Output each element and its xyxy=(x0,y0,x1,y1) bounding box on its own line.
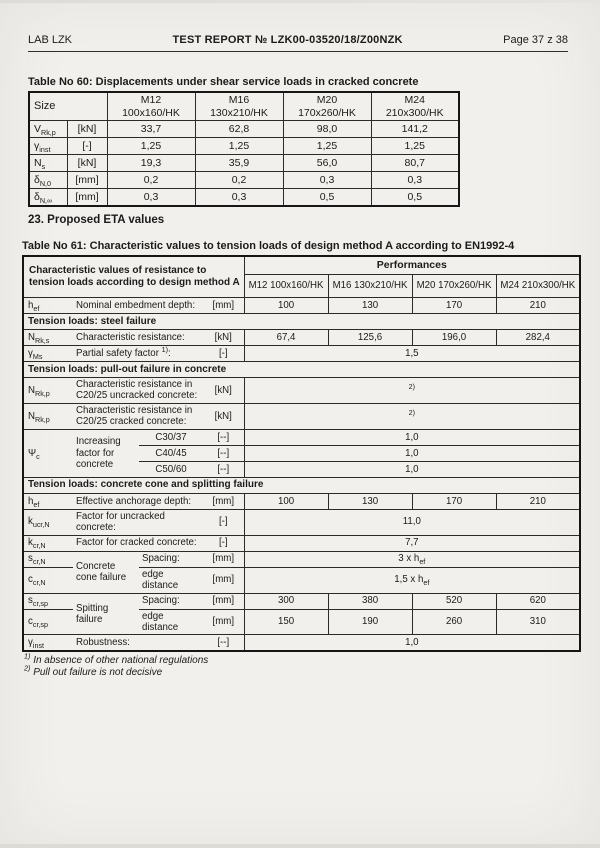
column-header: M12 100x160/HK xyxy=(244,275,328,298)
value-span-cell: 7,7 xyxy=(244,535,580,551)
table60 xyxy=(28,91,460,207)
sub-label: Spacing: xyxy=(139,551,203,567)
value-cell: 310 xyxy=(496,609,580,635)
desc-cell: Nominal embedment depth: xyxy=(73,298,203,314)
section-label: Tension loads: pull-out failure in concrete xyxy=(23,362,580,378)
sub-label: Spacing: xyxy=(139,593,203,609)
table-row xyxy=(23,378,580,404)
section-row-steel xyxy=(23,314,580,330)
report-title: TEST REPORT № LZK00-03520/18/Z00NZK xyxy=(172,34,403,46)
row-symbol: $N_{Rk,s}$ xyxy=(23,330,73,346)
performances-header: Performances xyxy=(244,256,580,275)
table-row xyxy=(29,189,459,207)
value-cell: 210 xyxy=(496,493,580,509)
value-span-cell: 11,0 xyxy=(244,509,580,535)
row-symbol: $\delta_{N,0}$ xyxy=(29,172,67,189)
value-cell: 0,3 xyxy=(371,172,459,189)
section-label: Tension loads: steel failure xyxy=(23,314,580,330)
column-header: M24 210x300/HK xyxy=(371,92,459,121)
desc-cell: Characteristic resistance in C20/25 uncracked concrete: xyxy=(73,378,203,404)
table-row xyxy=(23,535,580,551)
table-row xyxy=(23,509,580,535)
column-header: M16 130x210/HK xyxy=(328,275,412,298)
unit-cell: [-] xyxy=(203,509,244,535)
value-cell: 130 xyxy=(328,493,412,509)
value-cell: 520 xyxy=(412,593,496,609)
table-row xyxy=(29,172,459,189)
section-heading: 23. Proposed ETA values xyxy=(28,214,165,226)
concrete-grade-cell: C40/45 xyxy=(139,445,203,461)
column-header: M24 210x300/HK xyxy=(496,275,580,298)
row-symbol: $s_{cr,N}$ xyxy=(23,551,73,567)
row-symbol: $\Psi_c$ xyxy=(23,429,73,477)
value-cell: 150 xyxy=(244,609,328,635)
row-symbol: $k_{ucr,N}$ xyxy=(23,509,73,535)
row-symbol: $c_{cr,N}$ xyxy=(23,567,73,593)
column-header: M16 130x210/HK xyxy=(195,92,283,121)
unit-cell: [--] xyxy=(203,461,244,477)
value-cell: 0,5 xyxy=(283,189,371,207)
value-span-cell: 1,5 x $h_{ef}$ xyxy=(244,567,580,593)
footnote-1: $^{1)}$ In absence of other national regulations xyxy=(24,652,209,667)
value-cell: 100 xyxy=(244,298,328,314)
group-label: Concrete cone failure xyxy=(73,551,139,593)
table-row xyxy=(23,493,580,509)
value-cell: 300 xyxy=(244,593,328,609)
row-symbol: $c_{cr,sp}$ xyxy=(23,609,73,635)
lab-name: LAB LZK xyxy=(28,34,73,46)
unit-cell: [kN] xyxy=(67,155,107,172)
footnote-2: $^{2)}$ Pull out failure is not decisive xyxy=(24,664,163,679)
row-symbol: $h_{ef}$ xyxy=(23,493,73,509)
value-cell: 1,25 xyxy=(107,138,195,155)
table60-header-row xyxy=(29,92,459,121)
row-symbol: $N_{Rk,p}$ xyxy=(23,378,73,404)
table61 xyxy=(22,255,581,652)
unit-cell: [kN] xyxy=(203,378,244,404)
value-span-cell: 1,0 xyxy=(244,635,580,652)
column-header: M12 100x160/HK xyxy=(107,92,195,121)
table61-corner-header: Characteristic values of resistance to tension loads according to design method A xyxy=(23,256,244,298)
unit-cell: [kN] xyxy=(203,403,244,429)
value-cell: 282,4 xyxy=(496,330,580,346)
desc-cell: Robustness: xyxy=(73,635,203,652)
value-cell: 98,0 xyxy=(283,121,371,138)
table-row xyxy=(23,298,580,314)
table-row xyxy=(23,403,580,429)
desc-cell: Factor for cracked concrete: xyxy=(73,535,203,551)
value-cell: 210 xyxy=(496,298,580,314)
value-cell: 125,6 xyxy=(328,330,412,346)
unit-cell: [mm] xyxy=(203,609,244,635)
value-cell: 141,2 xyxy=(371,121,459,138)
value-cell: 1,25 xyxy=(195,138,283,155)
value-cell: 1,25 xyxy=(283,138,371,155)
value-cell: 19,3 xyxy=(107,155,195,172)
value-span-cell: 1,0 xyxy=(244,445,580,461)
value-cell: 380 xyxy=(328,593,412,609)
unit-cell: [--] xyxy=(203,445,244,461)
value-cell: 67,4 xyxy=(244,330,328,346)
row-symbol: $N_s$ xyxy=(29,155,67,172)
table61-title: Table No 61: Characteristic values to tension loads of design method A according to EN1992-4 xyxy=(22,240,515,252)
page-number: Page 37 z 38 xyxy=(503,34,568,46)
row-symbol: $V_{Rk,p}$ xyxy=(29,121,67,138)
unit-cell: [--] xyxy=(203,635,244,652)
section-label: Tension loads: concrete cone and splitting failure xyxy=(23,477,580,493)
unit-cell: [kN] xyxy=(67,121,107,138)
table-row xyxy=(23,551,580,567)
row-symbol: $\gamma_{inst}$ xyxy=(29,138,67,155)
table-row xyxy=(23,429,580,445)
section-row-pullout xyxy=(23,362,580,378)
value-cell: 0,5 xyxy=(371,189,459,207)
desc-cell: Characteristic resistance in C20/25 cracked concrete: xyxy=(73,403,203,429)
value-span-cell: 3 x $h_{ef}$ xyxy=(244,551,580,567)
table61-section xyxy=(22,214,579,679)
row-symbol: $h_{ef}$ xyxy=(23,298,73,314)
concrete-grade-cell: C50/60 xyxy=(139,461,203,477)
value-span-cell: 1,0 xyxy=(244,461,580,477)
report-header xyxy=(28,34,568,52)
concrete-grade-cell: C30/37 xyxy=(139,429,203,445)
column-header: M20 170x260/HK xyxy=(412,275,496,298)
value-cell: 100 xyxy=(244,493,328,509)
value-cell: 620 xyxy=(496,593,580,609)
row-symbol: $\gamma_{inst}$ xyxy=(23,635,73,652)
table-row xyxy=(23,346,580,362)
sub-label: edge distance xyxy=(139,567,203,593)
table-row xyxy=(29,121,459,138)
unit-cell: [-] xyxy=(67,138,107,155)
value-cell: 130 xyxy=(328,298,412,314)
value-cell: 170 xyxy=(412,493,496,509)
table60-section xyxy=(28,76,460,207)
row-symbol: $\delta_{N,\infty}$ xyxy=(29,189,67,207)
value-cell: 80,7 xyxy=(371,155,459,172)
desc-cell: Factor for uncracked concrete: xyxy=(73,509,203,535)
unit-cell: [mm] xyxy=(203,298,244,314)
value-cell: 0,3 xyxy=(283,172,371,189)
table60-title: Table No 60: Displacements under shear service loads in cracked concrete xyxy=(28,76,419,88)
row-symbol: $s_{cr,sp}$ xyxy=(23,593,73,609)
value-cell: 260 xyxy=(412,609,496,635)
table61-header-row xyxy=(23,256,580,275)
value-span-cell: 2) xyxy=(244,378,580,404)
table-row xyxy=(29,155,459,172)
unit-cell: [mm] xyxy=(67,172,107,189)
value-cell: 35,9 xyxy=(195,155,283,172)
row-symbol: $\gamma_{Ms}$ xyxy=(23,346,73,362)
value-cell: 196,0 xyxy=(412,330,496,346)
table-row xyxy=(23,593,580,609)
value-cell: 33,7 xyxy=(107,121,195,138)
value-cell: 0,2 xyxy=(107,172,195,189)
table-row xyxy=(29,138,459,155)
value-cell: 170 xyxy=(412,298,496,314)
size-header: Size xyxy=(29,92,107,121)
unit-cell: [mm] xyxy=(203,551,244,567)
group-label: Spitting failure xyxy=(73,593,139,635)
value-cell: 0,2 xyxy=(195,172,283,189)
value-cell: 1,25 xyxy=(371,138,459,155)
unit-cell: [kN] xyxy=(203,330,244,346)
section-row-cone xyxy=(23,477,580,493)
desc-cell: Partial safety factor $^{1)}$: xyxy=(73,346,203,362)
unit-cell: [mm] xyxy=(203,593,244,609)
value-cell: 0,3 xyxy=(195,189,283,207)
value-cell: 0,3 xyxy=(107,189,195,207)
value-span-cell: 1,0 xyxy=(244,429,580,445)
value-cell: 62,8 xyxy=(195,121,283,138)
row-symbol: $k_{cr,N}$ xyxy=(23,535,73,551)
value-span-cell: 1,5 xyxy=(244,346,580,362)
unit-cell: [mm] xyxy=(203,567,244,593)
footnotes xyxy=(22,652,579,679)
value-cell: 56,0 xyxy=(283,155,371,172)
unit-cell: [--] xyxy=(203,429,244,445)
value-span-cell: 2) xyxy=(244,403,580,429)
unit-cell: [-] xyxy=(203,535,244,551)
sub-label: edge distance xyxy=(139,609,203,635)
column-header: M20 170x260/HK xyxy=(283,92,371,121)
table-row xyxy=(23,635,580,652)
desc-cell: Increasing factor for concrete xyxy=(73,429,139,477)
unit-cell: [mm] xyxy=(67,189,107,207)
row-symbol: $N_{Rk,p}$ xyxy=(23,403,73,429)
value-cell: 190 xyxy=(328,609,412,635)
unit-cell: [-] xyxy=(203,346,244,362)
desc-cell: Effective anchorage depth: xyxy=(73,493,203,509)
table-row xyxy=(23,330,580,346)
desc-cell: Characteristic resistance: xyxy=(73,330,203,346)
unit-cell: [mm] xyxy=(203,493,244,509)
